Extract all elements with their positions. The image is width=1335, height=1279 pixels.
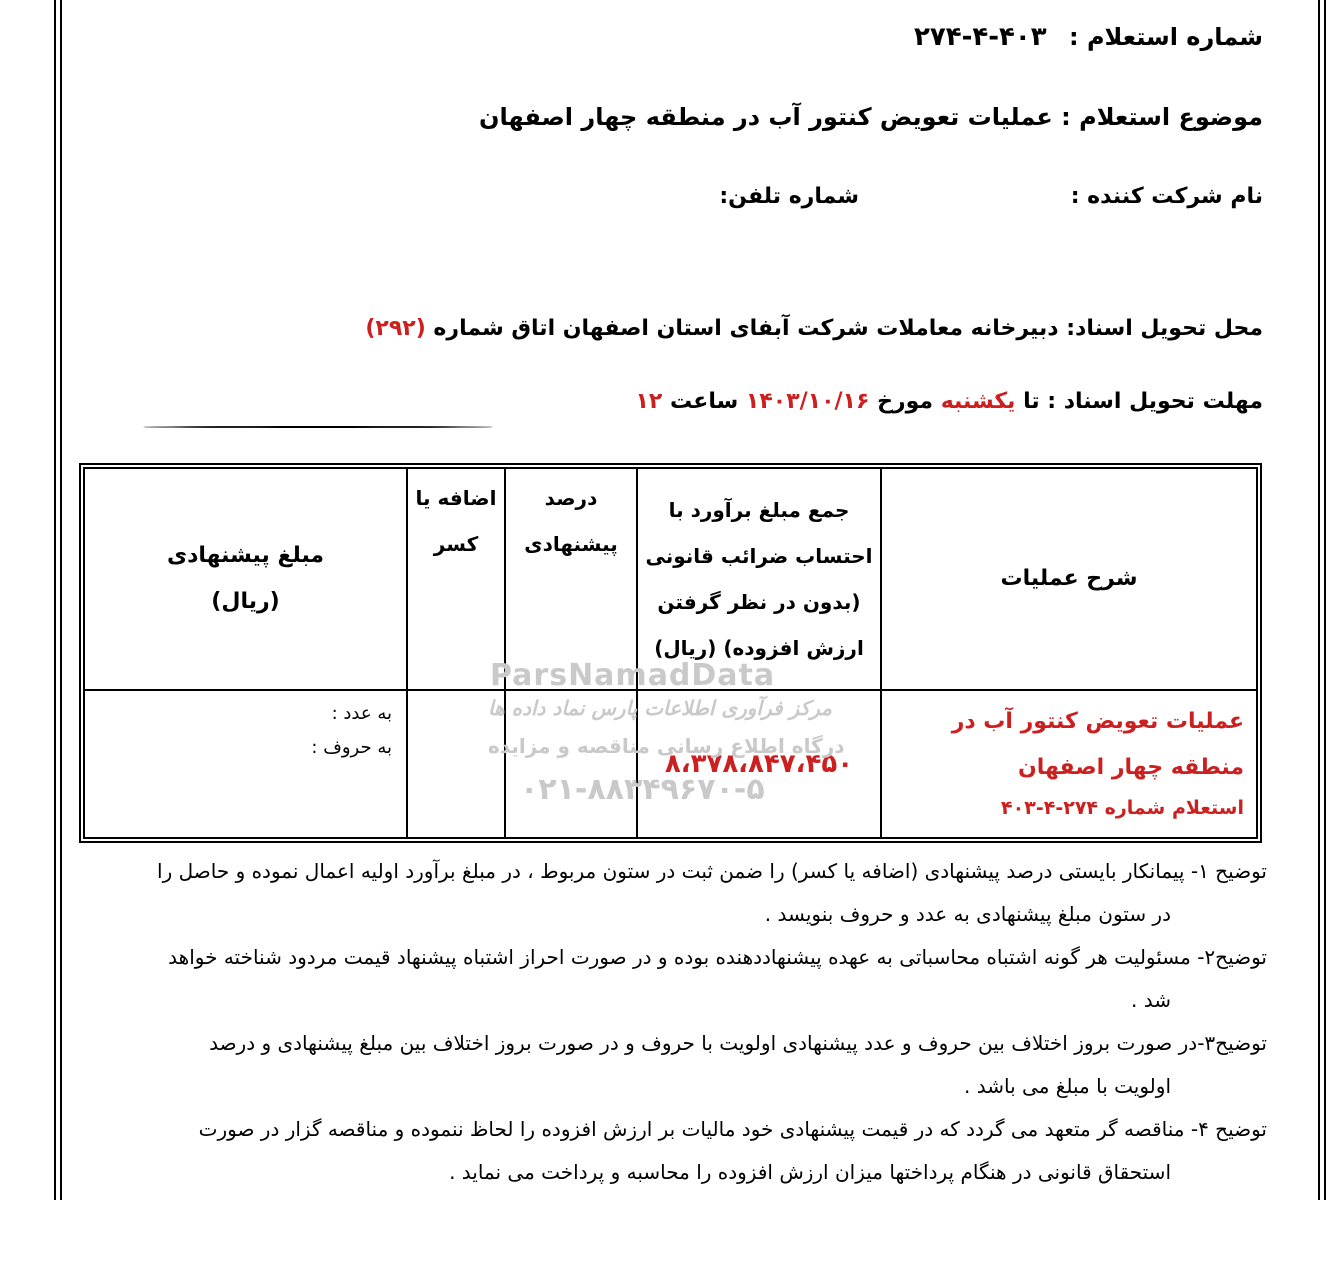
deadline-date: ۱۴۰۳/۱۰/۱۶ bbox=[745, 389, 870, 414]
amount-in-numbers-label: به عدد : bbox=[331, 703, 392, 724]
note-4-first: توضیح ۴- مناقصه گر متعهد می گردد که در قیمت پیشنهادی خود مالیات بر ارزش افزوده را لحاظ ننموده و مناقصه گزار در صورت bbox=[198, 1117, 1267, 1141]
inquiry-number-value: ۴۰۳-۴-۲۷۴ bbox=[913, 22, 1047, 52]
watermark-brand: ParsNamadData bbox=[490, 658, 776, 693]
header-add-or-subtract: اضافه یا کسر bbox=[407, 468, 505, 690]
company-name-label: نام شرکت کننده : bbox=[1070, 184, 1263, 209]
right-border-line-inner bbox=[1318, 0, 1320, 1200]
divider-rule bbox=[143, 426, 493, 428]
watermark-portal: درگاه اطلاع رسانی مناقصه و مزایده bbox=[488, 734, 845, 758]
header-description: شرح عملیات bbox=[881, 468, 1257, 690]
note-1-first: توضیح ۱- پیمانکار بایستی درصد پیشنهادی (اضافه یا کسر) را ضمن ثبت در ستون مربوط ، در مبلغ برآورد اولیه اعمال نموده و حاصل را bbox=[157, 859, 1267, 883]
delivery-place-line bbox=[365, 316, 1263, 341]
header-proposed-percent: درصد پیشنهادی bbox=[505, 468, 637, 690]
delivery-room-number: (۲۹۲) bbox=[365, 316, 426, 341]
header-proposed-amount bbox=[84, 468, 407, 690]
operation-cell bbox=[881, 690, 1257, 838]
deadline-day: یکشنبه bbox=[940, 389, 1016, 414]
delivery-place-text: محل تحویل اسناد: دبیرخانه معاملات شرکت آبفای استان اصفهان اتاق شماره bbox=[433, 316, 1263, 341]
note-2-rest: شد . bbox=[1131, 988, 1171, 1012]
inquiry-number-line bbox=[914, 22, 1263, 52]
amount-in-words-label: به حروف : bbox=[311, 737, 392, 758]
table-header-row bbox=[84, 468, 1257, 690]
inquiry-number-label: شماره استعلام : bbox=[1069, 23, 1263, 51]
operation-title: عملیات تعویض کنتور آب در منطقه چهار اصفهان bbox=[951, 709, 1244, 780]
watermark-phone: ۰۲۱-۸۸۳۴۹۶۷۰-۵ bbox=[520, 772, 765, 807]
note-3-first: توضیح۳-در صورت بروز اختلاف بین حروف و عدد پیشنهادی اولویت با حروف و در صورت بروز اختلاف بین مبلغ پیشنهادی و درصد bbox=[209, 1031, 1267, 1055]
left-border-line-inner bbox=[60, 0, 62, 1200]
note-2 bbox=[127, 936, 1267, 1022]
deadline-line bbox=[635, 389, 1263, 414]
note-2-first: توضیح۲- مسئولیت هر گونه اشتباه محاسباتی به عهده پیشنهاددهنده بوده و در صورت احراز اشتباه پیشنهاد قیمت مردود شناخته خواهد bbox=[168, 945, 1267, 969]
operation-reference: استعلام شماره ۲۷۴-۴-۴۰۳ bbox=[1001, 797, 1244, 819]
header-amount-line2: (ریال) bbox=[211, 589, 280, 614]
deadline-mid: مورخ bbox=[877, 389, 934, 414]
header-total-estimate: جمع مبلغ برآورد با احتساب ضرائب قانونی (بدون در نظر گرفتن ارزش افزوده) (ریال) bbox=[637, 468, 881, 690]
deadline-time: ۱۲ bbox=[635, 389, 663, 414]
total-estimate-value: ۸،۳۷۸،۸۴۷،۴۵۰ bbox=[637, 690, 881, 838]
left-border-line bbox=[54, 0, 56, 1200]
inquiry-subject: موضوع استعلام : عملیات تعویض کنتور آب در منطقه چهار اصفهان bbox=[479, 103, 1263, 131]
proposed-amount-field[interactable] bbox=[84, 690, 407, 838]
deadline-time-label: ساعت bbox=[670, 389, 739, 414]
notes-section bbox=[127, 850, 1267, 1194]
note-1 bbox=[127, 850, 1267, 936]
phone-label: شماره تلفن: bbox=[719, 184, 859, 209]
deadline-label: مهلت تحویل اسناد : تا bbox=[1023, 389, 1263, 414]
right-border-line bbox=[1324, 0, 1326, 1200]
header-amount-line1: مبلغ پیشنهادی bbox=[166, 543, 325, 568]
note-3-rest: اولویت با مبلغ می باشد . bbox=[964, 1074, 1171, 1098]
note-3 bbox=[127, 1022, 1267, 1108]
note-4 bbox=[127, 1108, 1267, 1194]
note-1-rest: در ستون مبلغ پیشنهادی به عدد و حروف بنویسد . bbox=[764, 902, 1171, 926]
watermark-company: مرکز فرآوری اطلاعات پارس نماد داده ها bbox=[488, 696, 832, 720]
note-4-rest: استحقاق قانونی در هنگام پرداختها میزان ارزش افزوده را محاسبه و پرداخت می نماید . bbox=[449, 1160, 1171, 1184]
